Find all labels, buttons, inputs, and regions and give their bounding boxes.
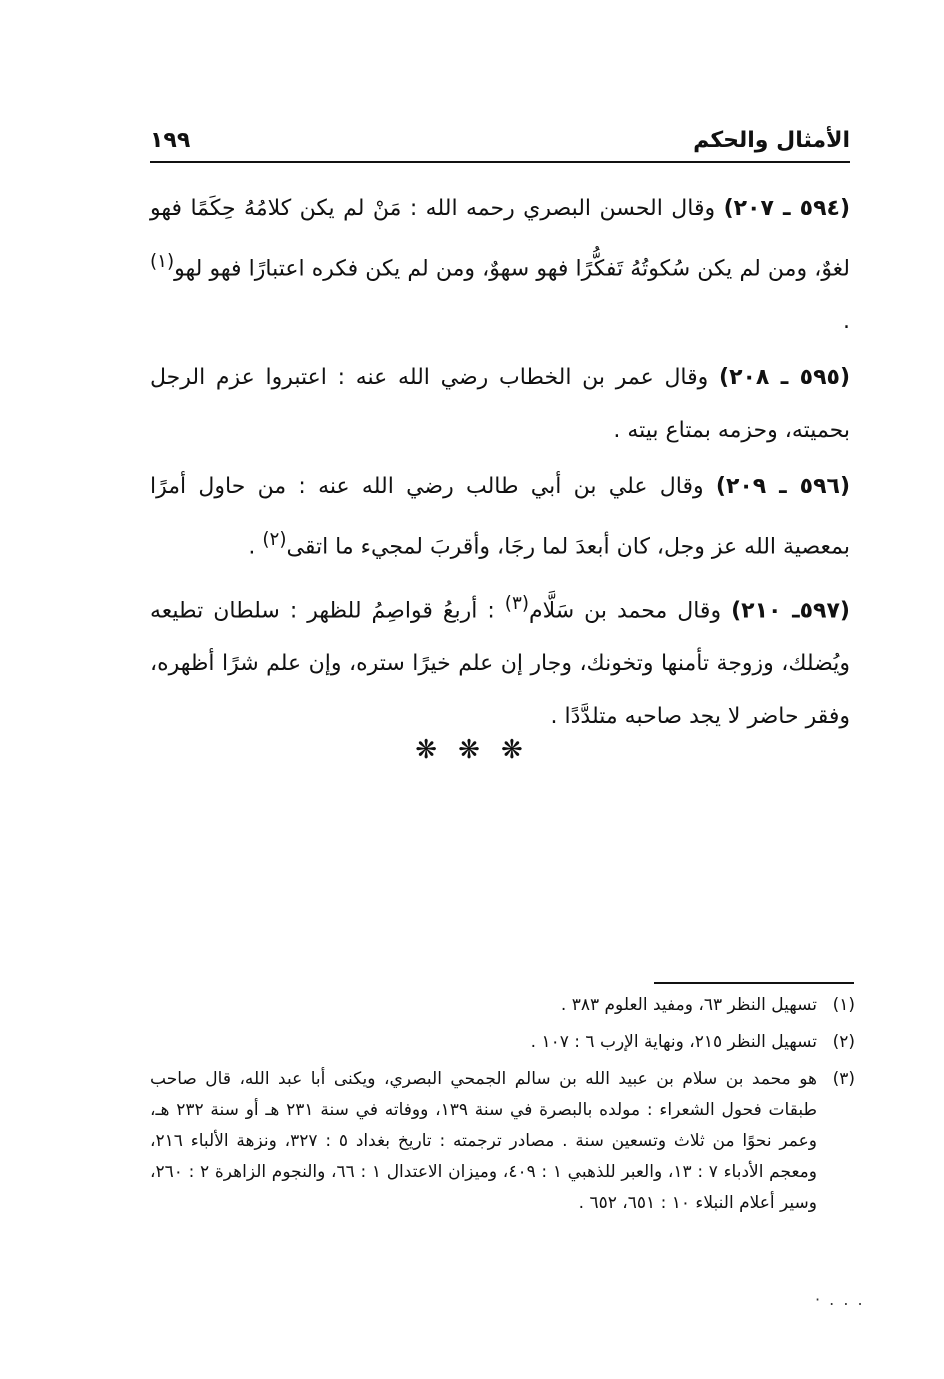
main-text: [150, 182, 850, 743]
footnote-1: [150, 990, 855, 1021]
footnote-2: [150, 1027, 855, 1058]
footnote-text: تسهيل النظر ٢١٥، ونهاية الإرب ٦ : ١٠٧ .: [530, 1032, 817, 1052]
entry-text: : أربعُ قواصِمُ للظهر : سلطان تطيعه ويُضلك، وزوجة تأمنها وتخونك، وجار إن علم خيرًا ستره، وإن علم شرًا أظهره، وفقر حاضر لا يجد صاحبه متلدَّدًا .: [150, 597, 850, 729]
entry-text: وقال علي بن أبي طالب رضي الله عنه : من حاول أمرًا بمعصية الله عز وجل، كان أبعدَ لما رجَا، وأقربَ لمجيء ما اتقى: [150, 474, 850, 560]
entry-596: [150, 460, 850, 573]
entry-ending: .: [843, 309, 850, 335]
footnote-ref[interactable]: (٣): [504, 592, 529, 614]
footnotes: [150, 990, 855, 1225]
entry-number: (٥٩٥ ـ ٢٠٨): [719, 365, 850, 391]
footnote-3: [150, 1064, 855, 1219]
running-header: [150, 128, 850, 158]
footnote-rule: [654, 982, 854, 984]
page-number: ١٩٩: [150, 128, 191, 153]
entry-595: [150, 351, 850, 457]
footnote-ref[interactable]: (١): [150, 251, 175, 272]
entry-text: وقال عمر بن الخطاب رضي الله عنه : اعتبروا عزم الرجل بحميته، وحزمه بمتاع بيته .: [150, 365, 850, 444]
footnote-text: هو محمد بن سلام بن عبيد الله بن سالم الجمحي البصري، ويكنى أبا عبد الله، قال صاحب طبقات فحول الشعراء : مولده بالبصرة في سنة ١٣٩، ووفاته في سنة ٢٣١ هـ أو سنة ٢٣٢ هـ، وعمر نحوًا من ثلاث وتسعين سنة . مصادر ترجمته : تاريخ بغداد ٥ : ٣٢٧، ونزهة الألباء ٢١٦، ومعجم الأدباء ٧ : ١٣، والعبر للذهبي ١ : ٤٠٩، وميزان الاعتدال ١ : ٦٦، والنجوم الزاهرة ٢ : ٢٦٠، وسير أعلام النبلاء ١٠ : ٦٥١، ٦٥٢ .: [150, 1069, 817, 1213]
entry-597: [150, 577, 850, 743]
footnote-ref[interactable]: (٢): [262, 529, 287, 551]
footnote-mark: (٢): [832, 1032, 855, 1052]
footnote-text: تسهيل النظر ٦٣، ومفيد العلوم ٣٨٣ .: [560, 995, 817, 1015]
section-separator: ❋ ❋ ❋: [415, 735, 529, 765]
footnote-mark: (٣): [832, 1069, 855, 1089]
corner-mark: · . . .: [815, 1290, 865, 1309]
header-rule: [150, 161, 850, 163]
entry-text-before: وقال محمد بن سَلَّام: [528, 597, 722, 623]
entry-number: (٥٩٧ـ ٢١٠): [731, 597, 850, 623]
entry-594: [150, 182, 850, 348]
entry-number: (٥٩٤ ـ ٢٠٧): [723, 196, 850, 221]
entry-number: (٥٩٦ ـ ٢٠٩): [715, 474, 851, 500]
entry-ending: .: [248, 534, 263, 560]
chapter-title: الأمثال والحكم: [693, 128, 850, 153]
footnote-mark: (١): [832, 995, 855, 1015]
entry-text: وقال الحسن البصري رحمه الله : مَنْ لم يكن كلامُهُ حِكَمًا فهو لغوٌ، ومن لم يكن سُكوتُهُ تَفكُّرًا فهو سهوٌ، ومن لم يكن فكره اعتبارًا فهو لهو: [150, 196, 850, 282]
